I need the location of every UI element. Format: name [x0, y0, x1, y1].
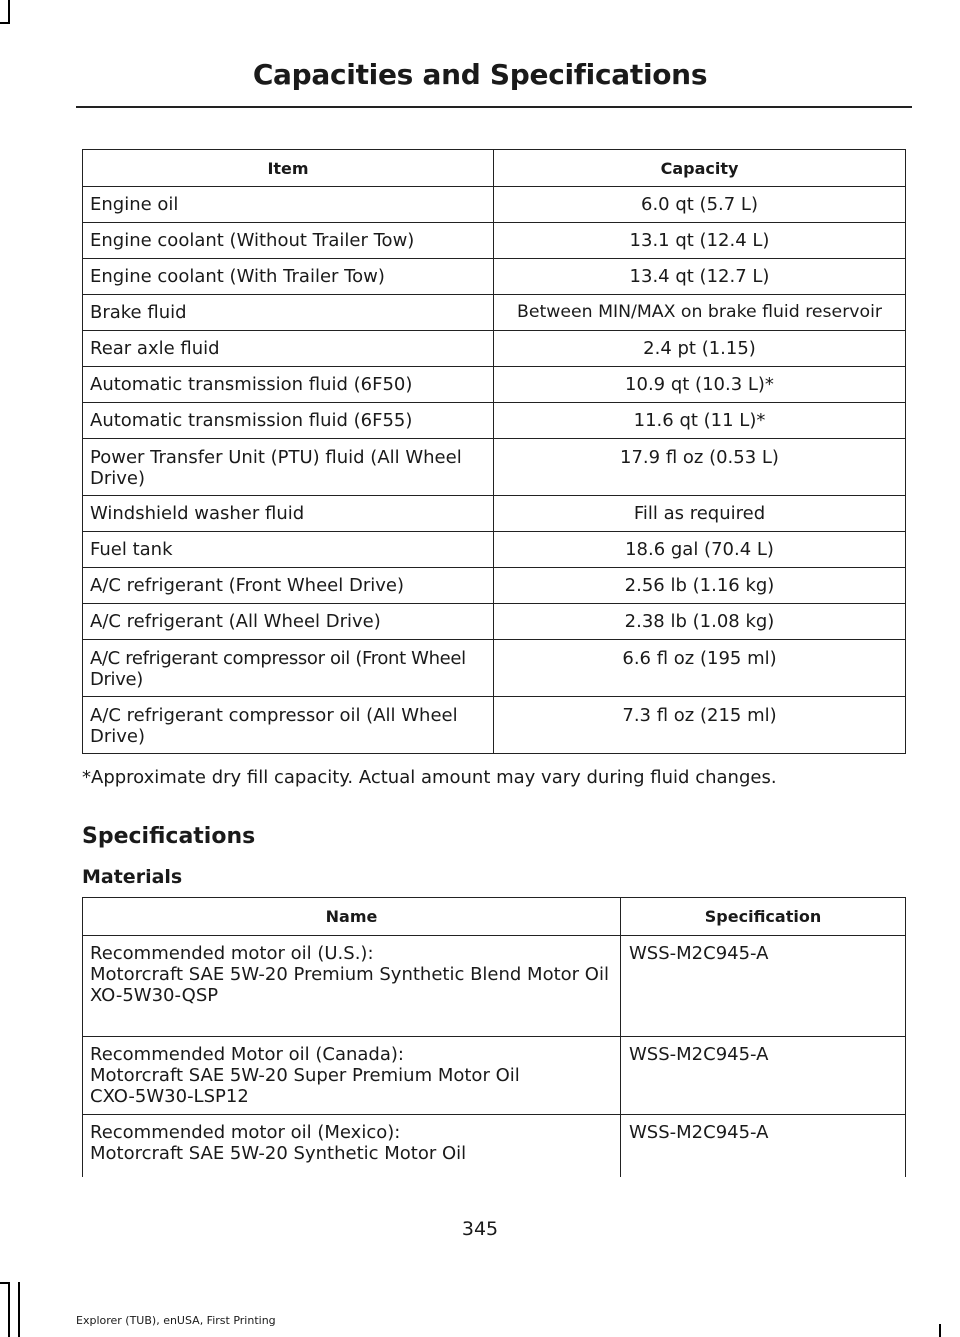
crop-mark [0, 1282, 10, 1284]
capacity-cell: 13.1 qt (12.4 L) [494, 223, 906, 259]
materials-table [82, 897, 906, 1177]
column-header-item: Item [83, 150, 494, 187]
specification-cell: WSS-M2C945-A [621, 936, 906, 1037]
item-cell: A/C refrigerant (All Wheel Drive) [83, 604, 494, 640]
table-row [83, 604, 906, 640]
crop-mark [0, 22, 10, 24]
item-cell: Automatic transmission fluid (6F55) [83, 403, 494, 439]
table-row [83, 367, 906, 403]
crop-mark [18, 1282, 20, 1337]
name-cell [83, 1115, 621, 1177]
page-title: Capacities and Specifications [252, 58, 708, 91]
capacity-cell: 6.6 fl oz (195 ml) [494, 640, 906, 697]
specification-cell: WSS-M2C945-A [621, 1115, 906, 1177]
table-row [83, 936, 906, 1037]
capacity-cell: 17.9 fl oz (0.53 L) [494, 439, 906, 496]
item-cell: Windshield washer fluid [83, 496, 494, 532]
table-row [83, 640, 906, 697]
item-cell: A/C refrigerant compressor oil (Front Wheel Drive) [83, 640, 494, 697]
section-heading-specifications: Specifications [82, 824, 256, 849]
capacity-cell: 2.4 pt (1.15) [494, 331, 906, 367]
item-cell: Engine coolant (With Trailer Tow) [83, 259, 494, 295]
table-row [83, 439, 906, 496]
footer-edition: Explorer (TUB), enUSA, First Printing [76, 1314, 276, 1327]
table-header-row [83, 150, 906, 187]
table-row [83, 1115, 906, 1177]
table-row [83, 697, 906, 754]
capacity-cell: 6.0 qt (5.7 L) [494, 187, 906, 223]
name-line: Recommended Motor oil (Canada): [90, 1044, 404, 1065]
table-row [83, 295, 906, 331]
capacity-cell: 2.38 lb (1.08 kg) [494, 604, 906, 640]
name-line: Motorcraft SAE 5W-20 Synthetic Motor Oil [90, 1143, 467, 1164]
table-row [83, 496, 906, 532]
capacities-table [82, 149, 906, 754]
crop-mark [939, 1324, 941, 1337]
item-cell: Engine oil [83, 187, 494, 223]
column-header-name: Name [83, 898, 621, 936]
capacity-cell: 7.3 fl oz (215 ml) [494, 697, 906, 754]
capacity-cell: 2.56 lb (1.16 kg) [494, 568, 906, 604]
item-cell: Rear axle fluid [83, 331, 494, 367]
crop-mark [8, 0, 10, 22]
table-row [83, 532, 906, 568]
name-cell [83, 1037, 621, 1115]
item-cell: Brake fluid [83, 295, 494, 331]
name-line: Recommended motor oil (Mexico): [90, 1122, 401, 1143]
table-row [83, 259, 906, 295]
table-header-row [83, 898, 906, 936]
name-line: Motorcraft SAE 5W-20 Premium Synthetic Blend Motor Oil [90, 964, 609, 985]
name-line: Motorcraft SAE 5W-20 Super Premium Motor Oil [90, 1065, 520, 1086]
crop-mark [8, 1282, 10, 1337]
header-divider [76, 106, 912, 108]
capacity-cell: 13.4 qt (12.7 L) [494, 259, 906, 295]
name-line: CXO-5W30-LSP12 [90, 1086, 249, 1107]
item-cell: A/C refrigerant (Front Wheel Drive) [83, 568, 494, 604]
table-row [83, 223, 906, 259]
table-row [83, 331, 906, 367]
capacity-cell: Between MIN/MAX on brake fluid reservoir [494, 295, 906, 331]
capacity-cell: 11.6 qt (11 L)* [494, 403, 906, 439]
subsection-heading-materials: Materials [82, 866, 183, 888]
item-cell: Engine coolant (Without Trailer Tow) [83, 223, 494, 259]
table-row [83, 187, 906, 223]
item-cell: Power Transfer Unit (PTU) fluid (All Wheel Drive) [83, 439, 494, 496]
name-line: XO-5W30-QSP [90, 985, 219, 1006]
column-header-specification: Specification [621, 898, 906, 936]
table-row [83, 568, 906, 604]
footnote: *Approximate dry fill capacity. Actual amount may vary during fluid changes. [82, 767, 777, 788]
item-cell: Fuel tank [83, 532, 494, 568]
table-row [83, 403, 906, 439]
table-row [83, 1037, 906, 1115]
capacity-cell: 18.6 gal (70.4 L) [494, 532, 906, 568]
capacity-cell: Fill as required [494, 496, 906, 532]
name-cell [83, 936, 621, 1037]
specification-cell: WSS-M2C945-A [621, 1037, 906, 1115]
page-number: 345 [461, 1218, 499, 1240]
item-cell: Automatic transmission fluid (6F50) [83, 367, 494, 403]
name-line: Recommended motor oil (U.S.): [90, 943, 374, 964]
capacity-cell: 10.9 qt (10.3 L)* [494, 367, 906, 403]
item-cell: A/C refrigerant compressor oil (All Wheel Drive) [83, 697, 494, 754]
column-header-capacity: Capacity [494, 150, 906, 187]
